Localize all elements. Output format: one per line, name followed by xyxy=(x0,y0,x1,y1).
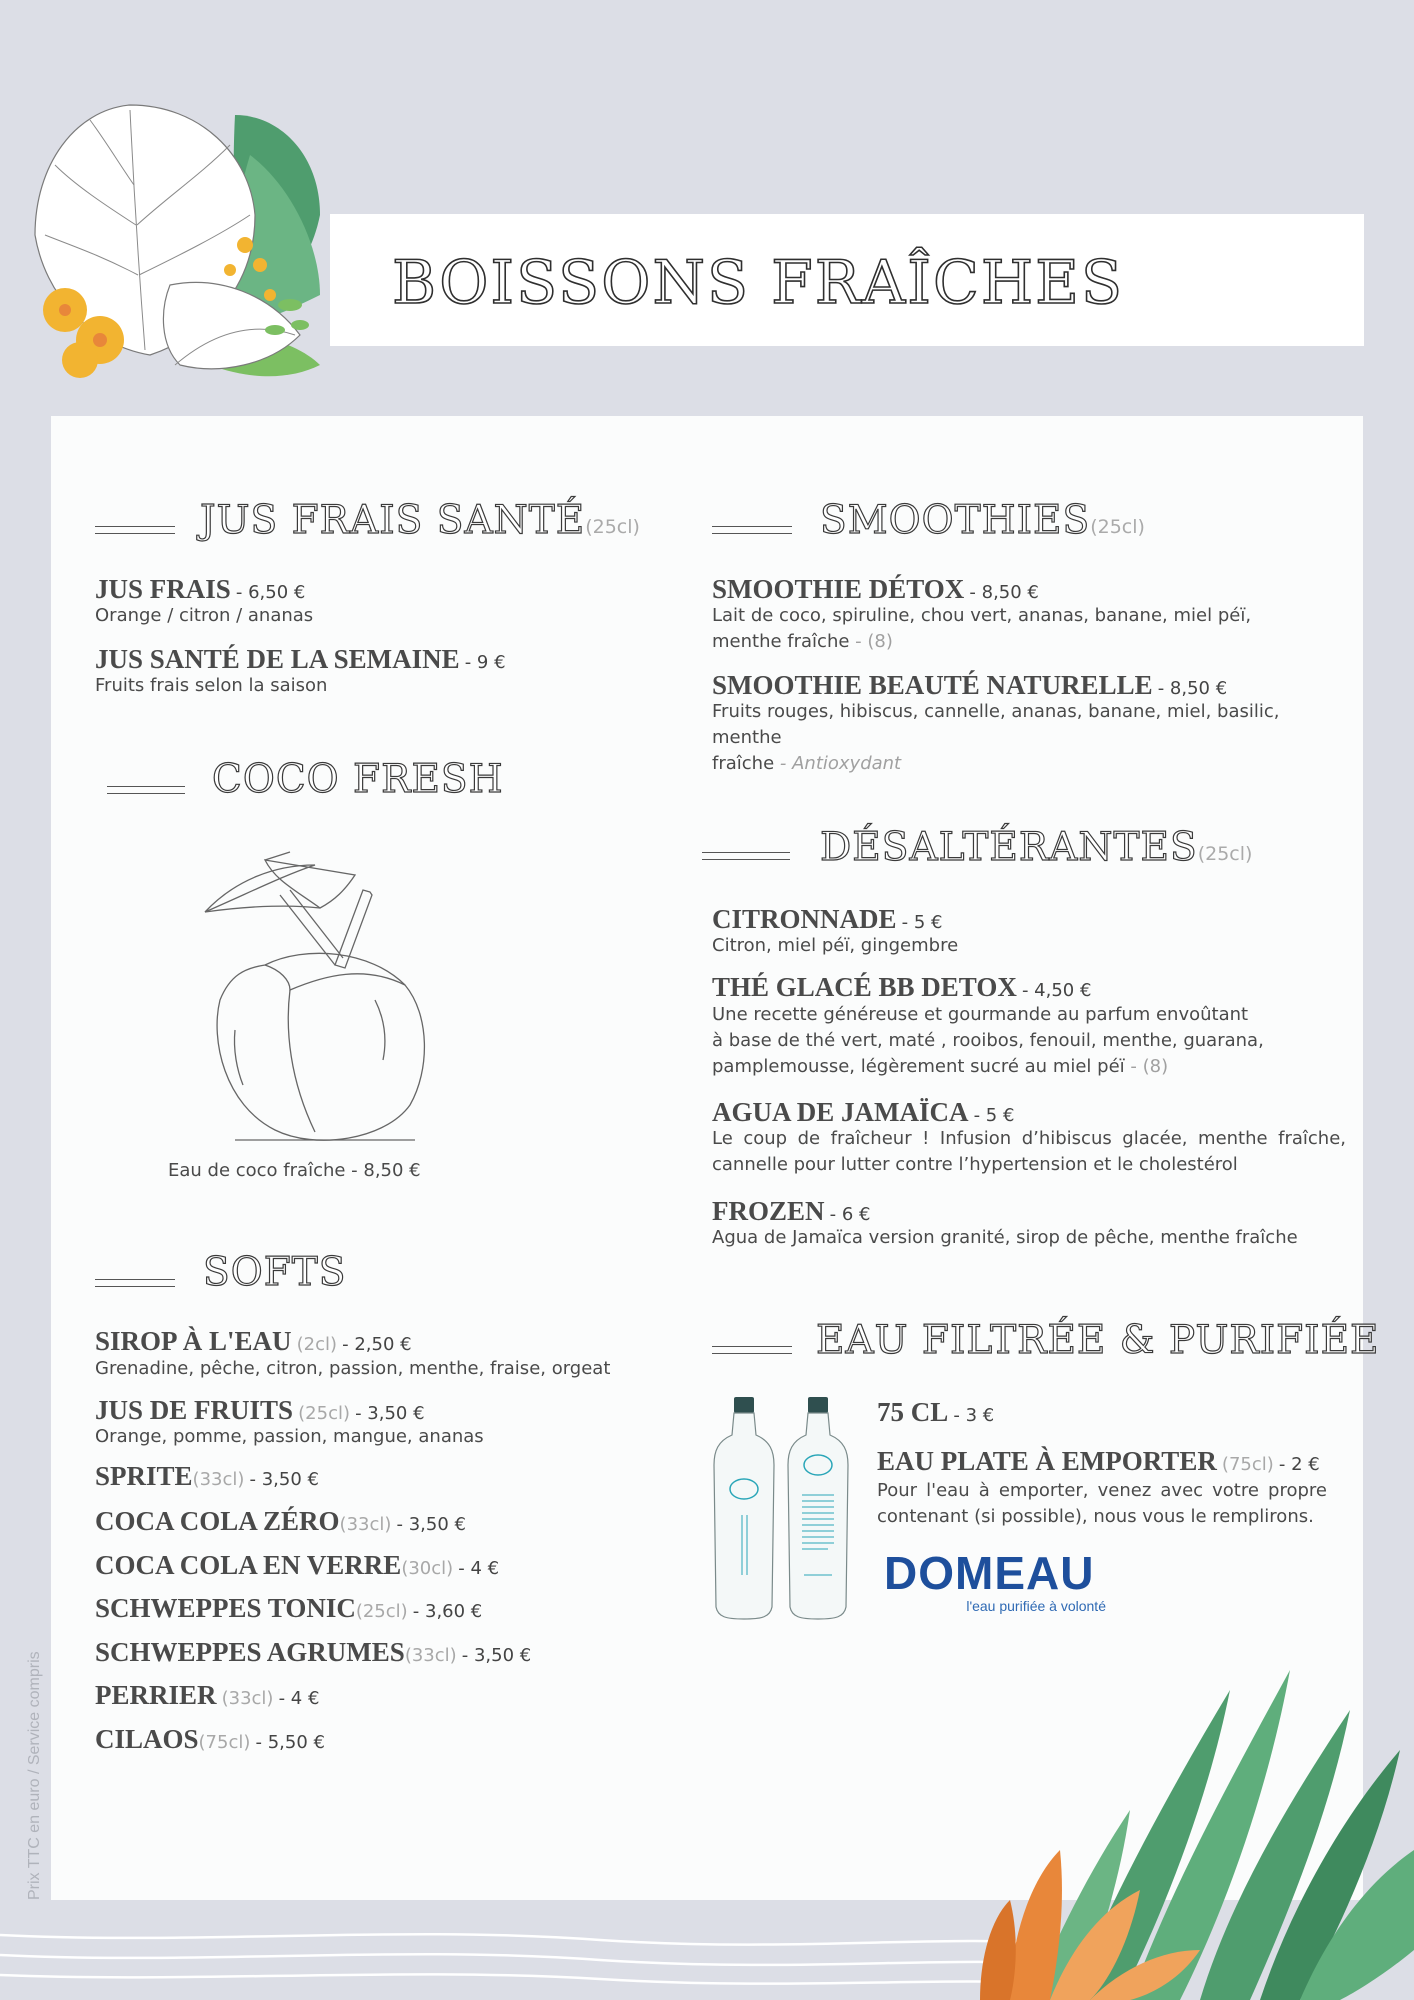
item-name: EAU PLATE À EMPORTER xyxy=(877,1446,1217,1476)
item-name: CILAOS xyxy=(95,1724,199,1754)
item-volume: (75cl) xyxy=(1221,1454,1274,1475)
item-description: Orange / citron / ananas xyxy=(95,605,314,626)
item-price: - 5,50 € xyxy=(255,1732,325,1753)
item-name: SIROP À L'EAU xyxy=(95,1326,292,1356)
item-price: - 2,50 € xyxy=(342,1334,412,1355)
tropical-leaves-illustration xyxy=(20,95,350,385)
item-price: - 6 € xyxy=(829,1204,871,1225)
menu-item xyxy=(877,1397,994,1428)
item-price: - 3,50 € xyxy=(249,1469,319,1490)
item-price: - 4 € xyxy=(278,1688,320,1709)
item-price: - 5 € xyxy=(973,1105,1015,1126)
item-description: Fruits rouges, hibiscus, cannelle, ananas, banane, miel, basilic, menthe fraîche - Antioxydant xyxy=(712,701,1280,774)
section-rule xyxy=(712,1346,792,1354)
price-note: Prix TTC en euro / Service compris xyxy=(26,1651,43,1900)
wave-decoration xyxy=(0,1905,1060,2000)
menu-item xyxy=(95,1461,319,1492)
item-name: COCA COLA ZÉRO xyxy=(95,1506,340,1536)
coco-caption: Eau de coco fraîche - 8,50 € xyxy=(168,1160,421,1181)
item-name: 75 CL xyxy=(877,1397,949,1427)
menu-item xyxy=(95,1326,412,1357)
section-rule xyxy=(95,1279,175,1287)
item-price: - 3,60 € xyxy=(412,1601,483,1622)
section-title-coco: COCO FRESH xyxy=(212,757,504,802)
section-title-softs: SOFTS xyxy=(203,1250,347,1295)
section-rule xyxy=(702,852,790,860)
item-volume: (33cl) xyxy=(404,1645,457,1666)
item-volume: (75cl) xyxy=(198,1732,251,1753)
item-price: - 2 € xyxy=(1278,1454,1320,1475)
item-name: JUS DE FRUITS xyxy=(95,1395,294,1425)
item-name: SMOOTHIE BEAUTÉ NATURELLE xyxy=(712,670,1153,700)
item-name: CITRONNADE xyxy=(712,904,897,934)
menu-item xyxy=(95,1550,499,1581)
item-price: - 4 € xyxy=(458,1558,500,1579)
item-volume: (33cl) xyxy=(192,1469,245,1490)
section-rule xyxy=(95,526,175,534)
section-title-jus: JUS FRAIS SANTÉ(25cl) xyxy=(200,498,640,543)
item-description: Agua de Jamaïca version granité, sirop de pêche, menthe fraîche xyxy=(712,1227,1298,1248)
item-volume: (2cl) xyxy=(296,1334,338,1355)
item-price: - 9 € xyxy=(464,652,506,673)
item-name: SMOOTHIE DÉTOX xyxy=(712,574,965,604)
page-title: BOISSONS FRAÎCHES xyxy=(392,248,1125,318)
item-name: SCHWEPPES AGRUMES xyxy=(95,1637,405,1667)
water-bottles-illustration xyxy=(712,1395,852,1625)
item-volume: (30cl) xyxy=(401,1558,454,1579)
section-title-eau: EAU FILTRÉE & PURIFIÉE xyxy=(816,1318,1380,1363)
item-name: AGUA DE JAMAÏCA xyxy=(712,1097,969,1127)
menu-item xyxy=(712,972,1091,1003)
menu-item xyxy=(712,574,1039,605)
item-volume: (25cl) xyxy=(298,1403,350,1424)
menu-item xyxy=(712,1097,1014,1128)
item-name: JUS FRAIS xyxy=(95,574,231,604)
item-name: SPRITE xyxy=(95,1461,193,1491)
item-price: - 8,50 € xyxy=(1157,678,1228,699)
item-description: Le coup de fraîcheur ! Infusion d’hibiscus glacée, menthe fraîche, cannelle pour lutter contre l’hypertension et le cholestérol xyxy=(712,1128,1346,1175)
menu-item xyxy=(712,1196,870,1227)
menu-item xyxy=(712,670,1227,701)
item-price: - 3,50 € xyxy=(355,1403,425,1424)
menu-item xyxy=(95,1680,319,1711)
item-name: SCHWEPPES TONIC xyxy=(95,1593,356,1623)
item-description: Orange, pomme, passion, mangue, ananas xyxy=(95,1426,484,1447)
item-price: - 3,50 € xyxy=(396,1514,466,1535)
item-price: - 5 € xyxy=(901,912,943,933)
logo-wordmark: DOMEAU xyxy=(884,1547,1095,1599)
item-price: - 8,50 € xyxy=(969,582,1039,603)
item-price: - 3,50 € xyxy=(461,1645,532,1666)
item-price: - 3 € xyxy=(953,1405,995,1426)
menu-item xyxy=(95,1637,531,1668)
section-title-desalterantes: DÉSALTÉRANTES(25cl) xyxy=(820,825,1253,870)
menu-item xyxy=(877,1446,1320,1477)
item-name: THÉ GLACÉ BB DETOX xyxy=(712,972,1017,1002)
item-name: JUS SANTÉ DE LA SEMAINE xyxy=(95,644,460,674)
section-volume: (25cl) xyxy=(1197,843,1253,865)
menu-item xyxy=(95,1506,466,1537)
menu-item xyxy=(95,644,506,675)
item-volume: (33cl) xyxy=(339,1514,392,1535)
item-volume: (33cl) xyxy=(221,1688,274,1709)
tropical-plant-illustration xyxy=(970,1650,1414,2000)
section-rule xyxy=(107,786,185,794)
section-rule xyxy=(712,526,792,534)
domeau-logo xyxy=(884,1548,1114,1614)
item-description: Lait de coco, spiruline, chou vert, ananas, banane, miel péï, menthe fraîche - (8) xyxy=(712,605,1252,652)
menu-item xyxy=(95,1593,482,1624)
item-description: Citron, miel péï, gingembre xyxy=(712,935,959,956)
item-price: - 6,50 € xyxy=(235,582,306,603)
item-name: FROZEN xyxy=(712,1196,825,1226)
section-title-smoothies: SMOOTHIES(25cl) xyxy=(820,498,1145,543)
item-volume: (25cl) xyxy=(355,1601,408,1622)
item-description: Une recette généreuse et gourmande au parfum envoûtant à base de thé vert, maté , rooibos, fenouil, menthe, guarana, pamplemousse, légèrement sucré au miel péï - (8) xyxy=(712,1004,1264,1077)
coconut-illustration xyxy=(195,850,435,1150)
section-volume: (25cl) xyxy=(585,516,640,538)
item-description: Grenadine, pêche, citron, passion, menthe, fraise, orgeat xyxy=(95,1358,611,1379)
section-volume: (25cl) xyxy=(1090,516,1145,538)
item-description: Pour l'eau à emporter, venez avec votre propre contenant (si possible), nous vous le remplirons. xyxy=(877,1480,1327,1527)
menu-item xyxy=(95,1395,425,1426)
item-price: - 4,50 € xyxy=(1021,980,1092,1001)
menu-item xyxy=(712,904,942,935)
menu-item xyxy=(95,1724,325,1755)
item-name: COCA COLA EN VERRE xyxy=(95,1550,402,1580)
item-name: PERRIER xyxy=(95,1680,217,1710)
logo-tagline: l'eau purifiée à volonté xyxy=(966,1598,1106,1614)
menu-item xyxy=(95,574,305,605)
item-description: Fruits frais selon la saison xyxy=(95,675,328,696)
